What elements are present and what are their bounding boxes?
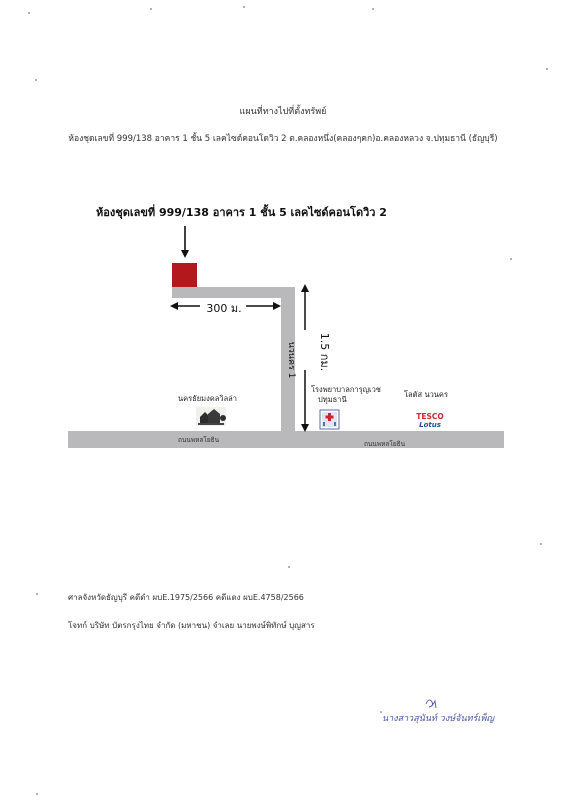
- signature-name: นางสาวสุนันท์ วงษ์จันทร์เพ็ญ: [382, 714, 495, 724]
- page-title: แผนที่ทางไปที่ตั้งทรัพย์: [239, 107, 327, 117]
- parties-line: โจทก์ บริษัท บัตรกรุงไทย จำกัด (มหาชน) จำเลย นายพงษ์พิทักษ์ บุญสาร: [68, 621, 315, 630]
- side-road-horizontal: [172, 287, 295, 298]
- village-icon: [196, 407, 226, 426]
- landmark-lotus-label: โลตัส นวนคร: [404, 390, 448, 399]
- tesco-lotus-logo: [416, 412, 444, 429]
- distance-vertical-label: 1.5 กม.: [318, 332, 331, 372]
- unit-heading: ห้องชุดเลขที่ 999/138 อาคาร 1 ชั้น 5 เลคไซด์คอนโดวิว 2: [96, 206, 387, 219]
- svg-text:Lotus: Lotus: [419, 421, 441, 429]
- main-road: [68, 431, 504, 448]
- landmark-hospital-label-1: โรงพยาบาลการุญเวช: [311, 385, 381, 394]
- signature-scribble: [426, 700, 436, 708]
- main-road-label-left: ถนนพหลโยธิน: [178, 436, 220, 444]
- court-case-line: ศาลจังหวัดธัญบุรี คดีดำ ผบE.1975/2566 คดีแดง ผบE.4758/2566: [68, 593, 304, 602]
- landmark-village-label: นครธัยมงคลวิลล่า: [178, 394, 237, 403]
- hospital-icon: [320, 410, 339, 429]
- svg-text:TESCO: TESCO: [416, 412, 444, 421]
- page-subtitle: ห้องชุดเลขที่ 999/138 อาคาร 1 ชั้น 5 เลคไซด์คอนโดวิว 2 ต.คลองหนึ่ง(คลองๆคก)อ.คลองหลวง จ.ปทุมธานี (ธัญบุรี): [68, 134, 498, 144]
- main-road-label-right: ถนนพหลโยธิน: [364, 440, 406, 448]
- landmark-hospital-label-2: ปทุมธานี: [318, 395, 347, 404]
- side-road-label: นวนคร 1: [286, 341, 296, 379]
- distance-horizontal-label: 300 ม.: [206, 302, 242, 315]
- property-marker: [172, 263, 197, 287]
